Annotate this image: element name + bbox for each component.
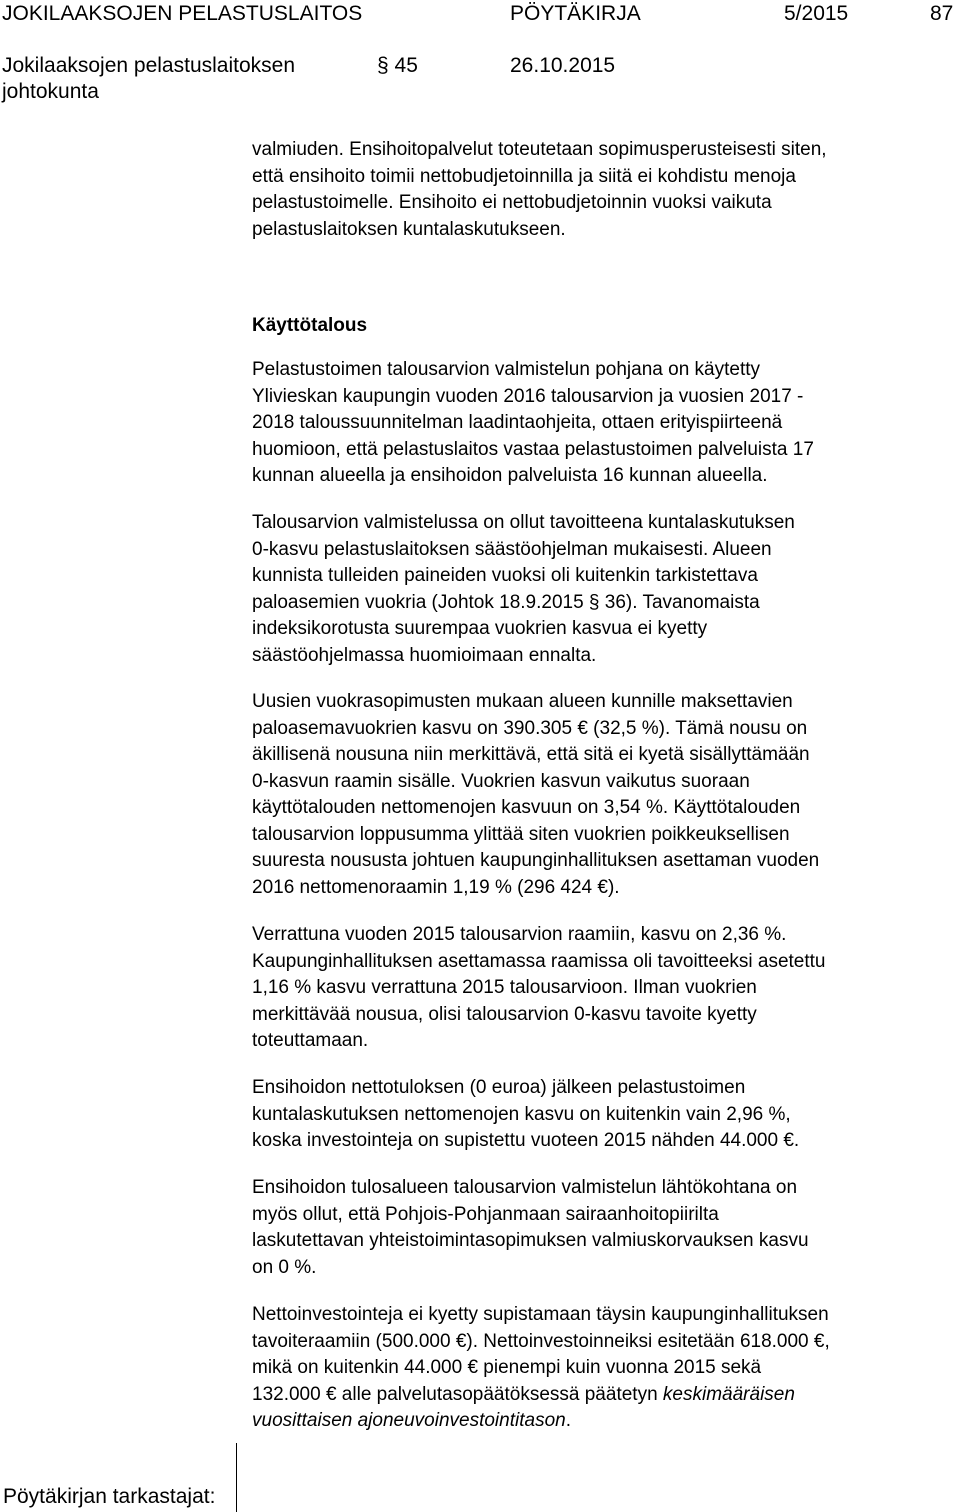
text-line: toteuttamaan. — [252, 1030, 369, 1051]
section-number-value: 45 — [394, 54, 418, 77]
text-line: on 0 %. — [252, 1256, 317, 1278]
document-type: PÖYTÄKIRJA — [510, 2, 641, 25]
text-line: kuntalaskutuksen nettomenojen kasvu on kuitenkin vain 2,96 %, — [252, 1103, 791, 1125]
text-line: pelastustoimelle. Ensihoito ei nettobudjetoinnin vuoksi vaikuta — [252, 192, 772, 213]
text-line: 2018 taloussuunnitelman laadintaohjeita, ottaen erityispiirteenä — [252, 412, 783, 433]
text-line: Ensihoidon tulosalueen talousarvion valmistelun lähtökohtana on — [252, 1177, 798, 1198]
text-line: kunnista tulleiden paineiden vuoksi oli kuitenkin tarkistettava — [252, 565, 758, 586]
text-line: mikä on kuitenkin 44.000 € pienempi kuin vuonna 2015 sekä — [252, 1357, 762, 1378]
text-line: Kaupunginhallituksen asettamassa raamissa oli tavoitteeksi asetettu — [252, 950, 826, 972]
text-line: suuresta noususta johtuen kaupunginhallituksen asettaman vuoden — [252, 850, 820, 871]
paragraph-5 — [252, 1075, 957, 1155]
text-line: paloasemien vuokria (Johtok 18.9.2015 § 36). Tavanomaista — [252, 591, 760, 613]
section-number: § 45 — [377, 54, 418, 77]
italic-text: keskimääräisen — [662, 1383, 795, 1405]
text-line: talousarvion loppusumma ylittää siten vuokrien poikkeuksellisen — [252, 823, 790, 845]
text-line: että ensihoito toimii nettobudjetoinnilla ja siitä ei kohdistu menoja — [252, 165, 796, 187]
text-line: Uusien vuokrasopimusten mukaan alueen kunnille maksettavien — [252, 691, 793, 712]
text-line: merkittävää nousua, olisi talousarvion 0-kasvu tavoite kyetty — [252, 1003, 757, 1025]
text-line: Ensihoidon nettotuloksen (0 euroa) jälkeen pelastustoimen — [252, 1077, 746, 1098]
text-line: tavoiteraamiin (500.000 €). Nettoinvestoinneiksi esitetään 618.000 €, — [252, 1330, 830, 1352]
text-run: . — [565, 1410, 571, 1431]
page-number: 87 — [930, 2, 954, 25]
paragraph-2 — [252, 510, 957, 669]
text-line: äkillisenä nousuna niin merkittävä, että sitä ei kyetä sisällyttämään — [252, 744, 810, 765]
text-line: Talousarvion valmistelussa on ollut tavoitteena kuntalaskutuksen — [252, 512, 795, 533]
text-line: myös ollut, että Pohjois-Pohjanmaan sairaanhoitopiirilta — [252, 1203, 719, 1225]
body-name-line2: johtokunta — [2, 80, 99, 103]
text-line: valmiuden. Ensihoitopalvelut toteutetaan sopimusperusteisesti siten, — [252, 139, 827, 160]
intro-text — [252, 137, 957, 243]
text-line: koska investointeja on supistettu vuoteen 2015 nähden 44.000 €. — [252, 1130, 800, 1151]
text-line: Nettoinvestointeja ei kyetty supistamaan täysin kaupunginhallituksen — [252, 1304, 829, 1325]
paragraph-7 — [252, 1302, 957, 1435]
italic-text: vuosittaisen ajoneuvoinvestointitason — [252, 1410, 566, 1431]
text-line: Ylivieskan kaupungin vuoden 2016 talousarvion ja vuosien 2017 - — [252, 385, 804, 407]
meeting-date: 26.10.2015 — [510, 54, 616, 77]
text-line: paloasemavuokrien kasvu on 390.305 € (32,5 %). Tämä nousu on — [252, 717, 808, 739]
text-line: pelastuslaitoksen kuntalaskutukseen. — [252, 218, 566, 240]
text-line: 1,16 % kasvu verrattuna 2015 talousarvioon. Ilman vuokrien — [252, 977, 757, 998]
text-line: säästöohjelmassa huomioimaan ennalta. — [252, 644, 597, 666]
text-line: laskutettavan yhteistoimintasopimuksen valmiuskorvauksen kasvu — [252, 1230, 809, 1251]
paragraph-1 — [252, 357, 957, 490]
signature-divider — [236, 1443, 237, 1512]
text-line — [252, 1382, 957, 1409]
text-line: huomioon, että pelastuslaitos vastaa pelastustoimen palveluista 17 — [252, 438, 814, 460]
text-line — [252, 1408, 957, 1435]
minutes-checkers-label: Pöytäkirjan tarkastajat: — [3, 1485, 216, 1508]
text-line: käyttötalouden nettomenojen kasvuun on 3,54 %. Käyttötalouden — [252, 797, 801, 818]
text-line: 2016 nettomenoraamin 1,19 % (296 424 €). — [252, 876, 620, 898]
text-line: 0-kasvun raamin sisälle. Vuokrien kasvun vaikutus suoraan — [252, 770, 750, 792]
organization-name: JOKILAAKSOJEN PELASTUSLAITOS — [2, 2, 363, 25]
paragraph-4 — [252, 922, 957, 1055]
document-number: 5/2015 — [784, 2, 849, 25]
paragraph-6 — [252, 1175, 957, 1281]
text-line: kunnan alueella ja ensihoidon palveluista 16 kunnan alueella. — [252, 465, 768, 486]
text-line: Verrattuna vuoden 2015 talousarvion raamiin, kasvu on 2,36 %. — [252, 924, 787, 945]
paragraph-3 — [252, 689, 957, 901]
text-line: indeksikorotusta suurempaa vuokrien kasvua ei kyetty — [252, 618, 708, 639]
section-title: Käyttötalous — [252, 315, 368, 336]
text-line: 0-kasvu pelastuslaitoksen säästöohjelman mukaisesti. Alueen — [252, 538, 772, 560]
text-line: Pelastustoimen talousarvion valmistelun pohjana on käytetty — [252, 359, 761, 380]
body-name-line1: Jokilaaksojen pelastuslaitoksen — [2, 54, 296, 77]
text-run: 132.000 € alle palvelutasopäätöksessä päätetyn — [252, 1383, 663, 1405]
